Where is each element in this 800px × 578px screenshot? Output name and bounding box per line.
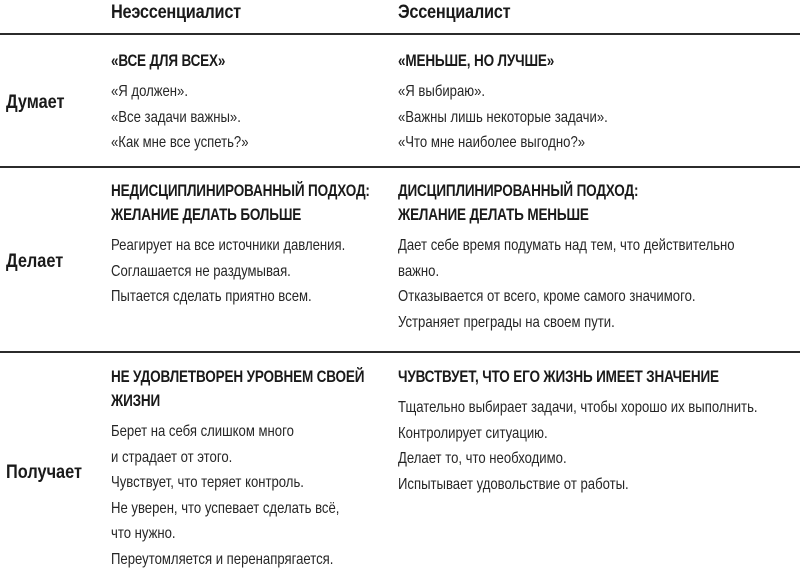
cell-line: Реагирует на все источники давления. [111, 237, 346, 254]
cell-line: Берет на себя слишком много [111, 423, 294, 440]
cell-line: Контролирует ситуацию. [398, 424, 548, 442]
header-essentialist: Эссенциалист [398, 2, 511, 23]
cell-line: Не уверен, что успевает сделать всё, [111, 499, 340, 517]
cell-line: Дает себе время подумать над тем, что действительно [398, 237, 735, 254]
divider [0, 33, 800, 35]
cell-line: и страдает от этого. [111, 448, 233, 466]
cell-title: «ВСЕ ДЛЯ ВСЕХ» [111, 52, 226, 70]
cell-line: «Я выбираю». [398, 83, 486, 100]
cell-line: Устраняет преграды на своем пути. [398, 313, 615, 331]
cell-line: Пытается сделать приятно всем. [111, 288, 312, 305]
header-non-essentialist: Неэссенциалист [111, 2, 241, 23]
cell-line: Испытывает удовольствие от работы. [398, 475, 629, 493]
cell-line: «Важны лишь некоторые задачи». [398, 108, 608, 126]
cell-line: Отказывается от всего, кроме самого значимого. [398, 288, 696, 305]
cell-title: НЕ УДОВЛЕТВОРЕН УРОВНЕМ СВОЕЙ [111, 368, 365, 386]
cell-line: «Все задачи важны». [111, 108, 241, 126]
cell-title: ЖЕЛАНИЕ ДЕЛАТЬ МЕНЬШЕ [398, 206, 589, 224]
cell-line: «Как мне все успеть?» [111, 134, 249, 151]
cell-title: НЕДИСЦИПЛИНИРОВАННЫЙ ПОДХОД: [111, 182, 370, 200]
cell-line: «Что мне наиболее выгодно?» [398, 134, 586, 151]
cell-title: «МЕНЬШЕ, НО ЛУЧШЕ» [398, 52, 555, 70]
cell-title: ЧУВСТВУЕТ, ЧТО ЕГО ЖИЗНЬ ИМЕЕТ ЗНАЧЕНИЕ [398, 368, 719, 386]
row-label-does: Делает [6, 251, 64, 272]
cell-line: что нужно. [111, 525, 176, 542]
cell-title: ЖИЗНИ [111, 392, 161, 410]
gets-non-essentialist-cell [111, 365, 364, 572]
does-non-essentialist-cell [111, 179, 370, 310]
thinks-essentialist-cell [398, 49, 608, 156]
divider [0, 166, 800, 168]
row-label-gets: Получает [6, 462, 83, 483]
cell-line: Чувствует, что теряет контроль. [111, 474, 304, 491]
cell-line: Переутомляется и перенапрягается. [111, 550, 334, 568]
cell-title: ДИСЦИПЛИНИРОВАННЫЙ ПОДХОД: [398, 182, 639, 200]
cell-line: Тщательно выбирает задачи, чтобы хорошо их выполнить. [398, 399, 758, 416]
does-essentialist-cell [398, 179, 735, 335]
cell-line: «Я должен». [111, 83, 189, 100]
gets-essentialist-cell [398, 365, 758, 497]
divider [0, 351, 800, 353]
thinks-non-essentialist-cell [111, 49, 249, 156]
cell-line: важно. [398, 262, 440, 280]
row-label-thinks: Думает [6, 92, 65, 113]
cell-title: ЖЕЛАНИЕ ДЕЛАТЬ БОЛЬШЕ [111, 206, 302, 224]
cell-line: Делает то, что необходимо. [398, 450, 567, 467]
cell-line: Соглашается не раздумывая. [111, 262, 291, 280]
